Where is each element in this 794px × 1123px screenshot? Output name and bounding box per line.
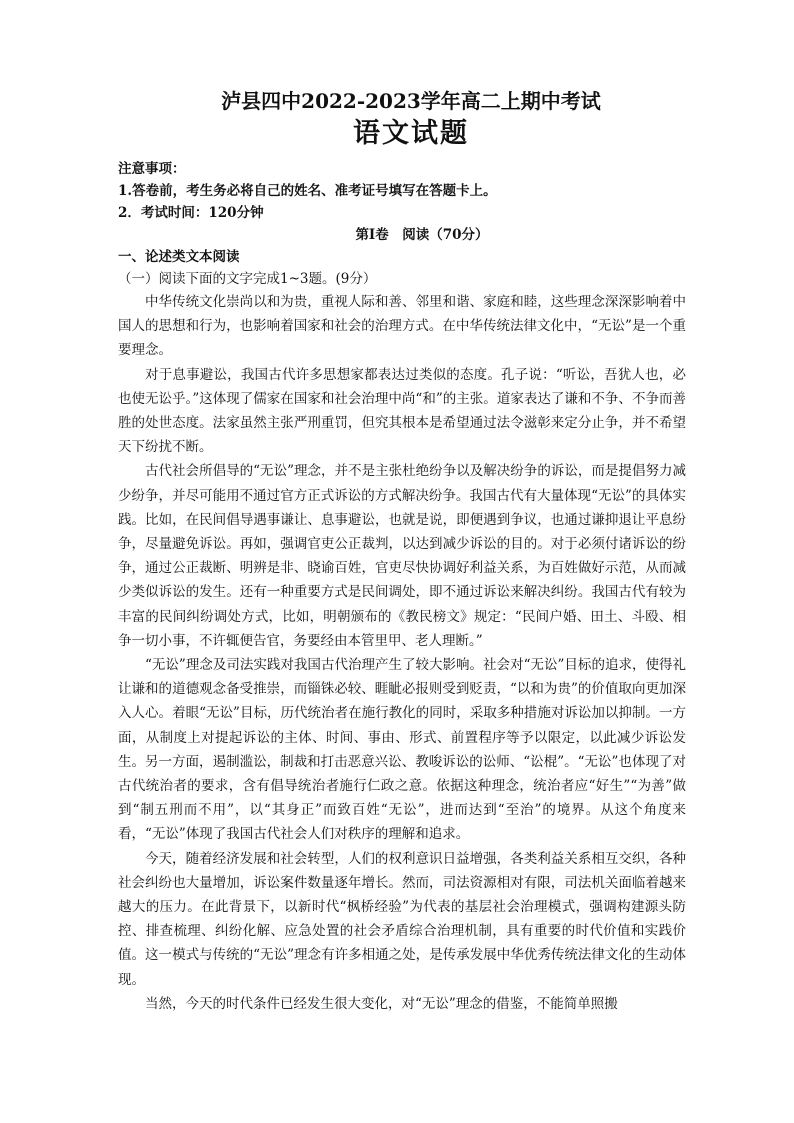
passage-paragraph-4: “无讼”理念及司法实践对我国古代治理产生了较大影响。社会对“无讼”目标的追求，使得礼让谦和的道德观念备受推崇，而锱铢必较、睚眦必报则受到贬责，“以和为贵”的价值取向更加深入人心。着眼“无讼”目标，历代统治者在施行教化的同时，采取多种措施对诉讼加以抑制。一方面，从制度上对提起诉讼的主体、时间、事由、形式、前置程序等予以限定，以此减少诉讼发生。另一方面，遏制滥讼，制裁和打击恶意兴讼、教唆诉讼的讼师、“讼棍”。“无讼”也体现了对古代统治者的要求，含有倡导统治者施行仁政之意。依据这种理念，统治者应“好生”“为善”做到“制五刑而不用”，以“其身正”而致百姓“无讼”，进而达到“至治”的境界。从这个角度来看，“无讼”体现了我国古代社会人们对秩序的理解和追求。 [118, 657, 686, 843]
question-instruction: （一）阅读下面的文字完成1~3题。(9分） [118, 271, 377, 287]
reading-passage [118, 290, 686, 1016]
exam-title: 泸县四中2022-2023学年高二上期中考试 [221, 89, 601, 113]
section-title: 第I卷 阅读（70分） [355, 227, 489, 243]
passage-paragraph-1: 中华传统文化崇尚以和为贵，重视人际和善、邻里和谐、家庭和睦，这些理念深深影响着中国人的思想和行为，也影响着国家和社会的治理方式。在中华传统法律文化中，“无讼”是一个重要理念。 [118, 294, 686, 359]
notice-heading: 注意事项： [118, 161, 186, 177]
subject-title: 语文试题 [353, 118, 469, 149]
part-title: 一、论述类文本阅读 [118, 249, 240, 265]
passage-paragraph-3: 古代社会所倡导的“无讼”理念，并不是主张杜绝纷争以及解决纷争的诉讼，而是提倡努力减少纷争，并尽可能用不通过官方正式诉讼的方式解决纷争。我国古代有大量体现“无讼”的具体实践。比如，在民间倡导遇事谦让、息事避讼，也就是说，即便遇到争议，也通过谦抑退让平息纷争，尽量避免诉讼。再如，强调官吏公正裁判，以达到减少诉讼的目的。对于必须付诸诉讼的纷争，通过公正裁断、明辨是非、晓谕百姓，官吏尽快协调好利益关系，为百姓做好示范，从而减少类似诉讼的发生。还有一种重要方式是民间调处，即不通过诉讼来解决纠纷。我国古代有较为丰富的民间纠纷调处方式，比如，明朝颁布的《教民榜文》规定：“民间户婚、田土、斗殴、相争一切小事，不许辄便告官，务要经由本管里甲、老人理断。” [118, 463, 686, 649]
passage-paragraph-5: 今天，随着经济发展和社会转型，人们的权利意识日益增强，各类利益关系相互交织，各种社会纠纷也大量增加，诉讼案件数量逐年增长。然而，司法资源相对有限，司法机关面临着越来越大的压力。在此背景下，以新时代“枫桥经验”为代表的基层社会治理模式，强调构建源头防控、排查梳理、纠纷化解、应急处置的社会矛盾综合治理机制，具有重要的时代价值和实践价值。这一模式与传统的“无讼”理念有许多相通之处，是传承发展中华优秀传统法律文化的生动体现。 [118, 850, 686, 988]
notice-item-2: 2．考试时间：120分钟 [118, 205, 264, 221]
passage-paragraph-6: 当然，今天的时代条件已经发生很大变化，对“无讼”理念的借鉴，不能简单照搬 [145, 995, 618, 1012]
passage-paragraph-2: 对于息事避讼，我国古代许多思想家都表达过类似的态度。孔子说：“听讼，吾犹人也，必也使无讼乎。”这体现了儒家在国家和社会治理中尚“和”的主张。道家表达了谦和不争、不争而善胜的处世态度。法家虽然主张严刑重罚，但究其根本是希望通过法令滋彰来定分止争，并不希望天下纷扰不断。 [118, 366, 686, 456]
notice-item-1: 1.答卷前，考生务必将自己的姓名、准考证号填写在答题卡上。 [118, 183, 497, 199]
